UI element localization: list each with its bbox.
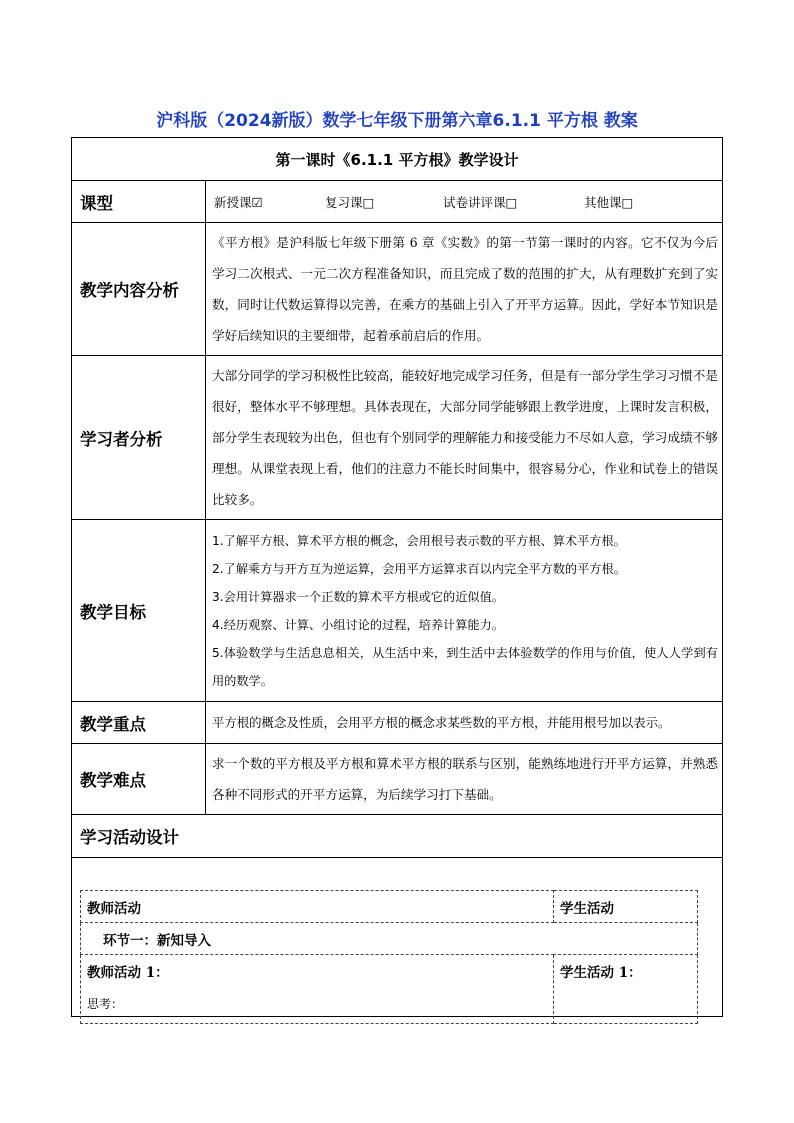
difficulties-label: 教学难点 [72,744,206,815]
activity-design-area [72,858,723,1017]
course-type-new: 新授课☑ [214,194,263,210]
document-title: 沪科版（2024新版）数学七年级下册第六章6.1.1 平方根 教案 [156,111,638,131]
content-analysis-label: 教学内容分析 [72,223,206,356]
activity-table [80,890,698,1024]
course-type-exam-review: 试卷讲评课□ [443,194,518,210]
objective-item: 1.了解平方根、算术平方根的概念，会用根号表示数的平方根、算术平方根。 [212,533,626,548]
key-points-text: 平方根的概念及性质，会用平方根的概念求某些数的平方根，并能用根号加以表示。 [206,702,723,744]
teacher-activity-1-label: 教师活动 1： [87,965,169,981]
course-type-review: 复习课□ [325,194,375,210]
section-one-title: 环节一：新知导入 [81,923,698,955]
difficulties-text: 求一个数的平方根及平方根和算术平方根的联系与区别，能熟练地进行开平方运算，并熟悉各种不同形式的开平方运算，为后续学习打下基础。 [206,744,723,815]
objectives-label: 教学目标 [72,520,206,702]
student-activity-1: 学生活动 1： [554,955,698,1024]
student-activity-head: 学生活动 [554,891,698,923]
teacher-activity-head: 教师活动 [81,891,554,923]
objective-item: 4.经历观察、计算、小组讨论的过程，培养计算能力。 [212,617,504,632]
activity-design-label: 学习活动设计 [72,815,723,858]
teacher-activity-1 [81,955,554,1024]
objective-item: 5.体验数学与生活息息相关，从生活中来，到生活中去体验数学的作用与价值，使人人学到有用的数学。 [212,645,718,688]
content-analysis-text: 《平方根》是沪科版七年级下册第 6 章《实数》的第一节第一课时的内容。它不仅为今后学习二次根式、一元二次方程准备知识，而且完成了数的范围的扩大，从有理数扩充到了实数，同时让代数运算得以完善，在乘方的基础上引入了开平方运算。因此，学好本节知识是学好后续知识的主要细带，起着承前启后的作用。 [206,223,723,356]
think-label: 思考： [87,997,124,1011]
learner-analysis-label: 学习者分析 [72,356,206,520]
objective-item: 3.会用计算器求一个正数的算术平方根或它的近似值。 [212,589,504,604]
lesson-title: 第一课时《6.1.1 平方根》教学设计 [72,138,723,181]
course-type-other: 其他课□ [584,194,634,210]
course-type-options [206,181,723,223]
course-type-label: 课型 [72,181,206,223]
key-points-label: 教学重点 [72,702,206,744]
objective-item: 2.了解乘方与开方互为逆运算，会用平方运算求百以内完全平方数的平方根。 [212,561,626,576]
learner-analysis-text: 大部分同学的学习积极性比较高，能较好地完成学习任务，但是有一部分学生学习习惯不是很好，整体水平不够理想。具体表现在，大部分同学能够跟上教学进度，上课时发言积极，部分学生表现较为出色，但也有个别同学的理解能力和接受能力不尽如人意，学习成绩不够理想。从课堂表现上看，他们的注意力不能长时间集中，很容易分心，作业和试卷上的错误比较多。 [206,356,723,520]
objectives-list [206,520,723,702]
lesson-plan-table [71,137,723,1017]
